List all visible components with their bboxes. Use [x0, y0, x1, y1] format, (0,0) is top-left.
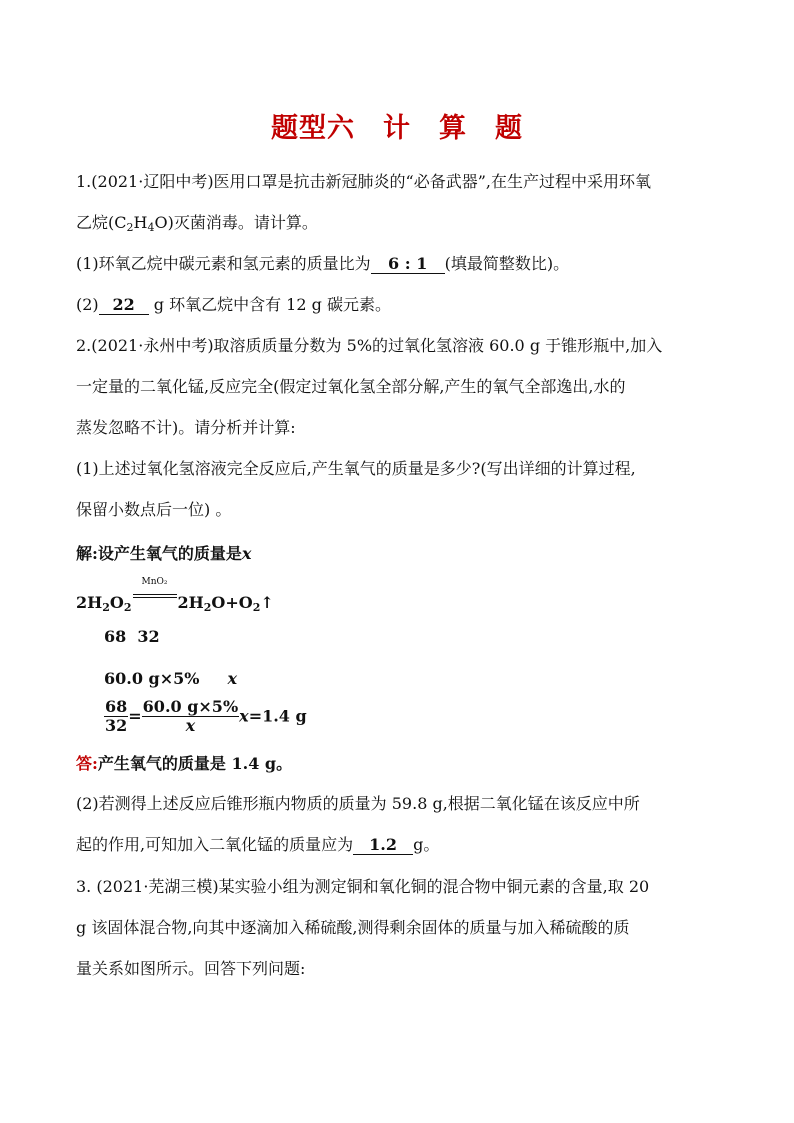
q1-part-1: (1)环氧乙烷中碳元素和氢元素的质量比为 6 : 1 (填最简整数比)。: [76, 254, 570, 273]
q1-part-2: (2) 22 g 环氧乙烷中含有 12 g 碳元素。: [76, 295, 391, 314]
q2-solution-label: 解:设产生氧气的质量是x: [76, 544, 252, 563]
q3-stem-line-2: g 该固体混合物,向其中逐滴加入稀硫酸,测得剩余固体的质量与加入稀硫酸的质: [76, 918, 630, 937]
q1-stem-line-1: 1.(2021·辽阳中考)医用口罩是抗击新冠肺炎的“必备武器”,在生产过程中采用环氧: [76, 172, 652, 191]
catalyst-label: MnO₂: [141, 577, 168, 587]
q2-part-2-line-2: 起的作用,可知加入二氧化锰的质量应为 1.2 g。: [76, 835, 440, 854]
q2-part-1-line-1: (1)上述过氧化氢溶液完全反应后,产生氧气的质量是多少?(写出详细的计算过程,: [76, 459, 636, 478]
page-title: 题型六 计 算 题: [271, 113, 523, 144]
q2-part-2-answer: 1.2: [353, 836, 413, 855]
q1-part-1-answer: 6 : 1: [371, 255, 445, 274]
fraction-68-32: $\frac{68}{32}$: [105, 697, 128, 735]
q3-stem-line-1: 3. (2021·芜湖三模)某实验小组为测定铜和氧化铜的混合物中铜元素的含量,取 20: [76, 877, 650, 896]
fraction-given: $\frac{60.0 g\times 5\%}{x}$: [142, 697, 239, 735]
q2-given-line: 60.0 g×5% x: [104, 669, 238, 688]
q3-stem-line-3: 量关系如图所示。回答下列问题:: [76, 959, 306, 978]
q1-part-2-answer: 22: [99, 296, 149, 315]
q2-stem-line-1: 2.(2021·永州中考)取溶质质量分数为 5%的过氧化氢溶液 60.0 g 于锥形瓶中,加入: [76, 336, 663, 355]
q2-stem-line-2: 一定量的二氧化锰,反应完全(假定过氧化氢全部分解,产生的氧气全部逸出,水的: [76, 377, 626, 396]
q1-stem-line-2: 乙烷$(C_2H_4O)$灭菌消毒。请计算。: [76, 213, 318, 234]
reaction-condition: [133, 577, 177, 608]
q2-part-1-line-2: 保留小数点后一位) 。: [76, 500, 232, 519]
q2-answer-line: 答:产生氧气的质量是 1.4 g。: [76, 754, 293, 773]
q2-part-2-line-1: (2)若测得上述反应后锥形瓶内物质的质量为 59.8 g,根据二氧化锰在该反应中所: [76, 794, 640, 813]
answer-label: 答:: [76, 754, 98, 773]
q2-ratio-line: 68 32: [104, 627, 160, 646]
q2-proportion: $\frac{68}{32}$ = $\frac{60.0 g\times 5\%}{x}$ x=1.4 g: [105, 697, 307, 735]
q2-chemical-equation: $2H_2O_2$ MnO₂ $2H_2O+O_2↑$: [76, 577, 274, 614]
q2-stem-line-3: 蒸发忽略不计)。请分析并计算:: [76, 418, 296, 437]
